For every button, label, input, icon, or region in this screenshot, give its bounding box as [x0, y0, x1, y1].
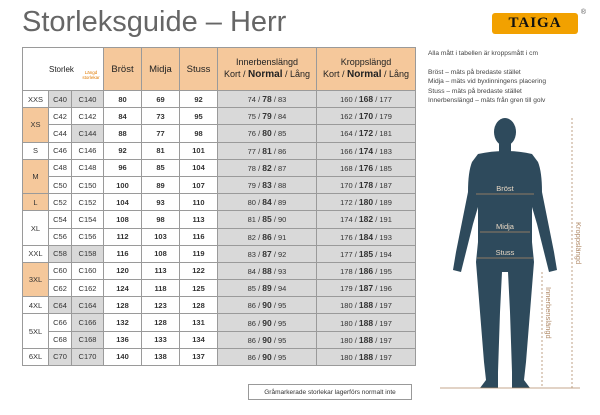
- table-row: [23, 176, 416, 193]
- kroppslangd-cell: 172 / 180 / 189: [317, 194, 416, 211]
- stuss-cell: 122: [180, 262, 218, 279]
- brost-header: Bröst: [104, 48, 142, 91]
- lang-size-cell: C158: [72, 245, 104, 262]
- table-row: [23, 331, 416, 348]
- lang-size-cell: C144: [72, 125, 104, 142]
- stuss-cell: 128: [180, 297, 218, 314]
- notes-intro: Alla mått i tabellen är kroppsmått i cm: [428, 50, 538, 57]
- stuss-cell: 107: [180, 176, 218, 193]
- brost-cell: 92: [104, 142, 142, 159]
- table-row: [23, 91, 416, 108]
- midja-cell: 93: [142, 194, 180, 211]
- lang-size-cell: C146: [72, 142, 104, 159]
- size-table: [22, 47, 416, 366]
- kort-size-cell: C56: [49, 228, 72, 245]
- brost-cell: 140: [104, 348, 142, 365]
- table-row: [23, 228, 416, 245]
- midja-cell: 138: [142, 348, 180, 365]
- midja-cell: 98: [142, 211, 180, 228]
- size-cell: XL: [23, 211, 49, 245]
- kroppslangd-cell: 174 / 182 / 191: [317, 211, 416, 228]
- lang-size-cell: C162: [72, 280, 104, 297]
- logo-text: TAIGA: [508, 15, 562, 31]
- brost-cell: 132: [104, 314, 142, 331]
- stuss-cell: 101: [180, 142, 218, 159]
- lang-size-cell: C168: [72, 331, 104, 348]
- kort-size-cell: C64: [49, 297, 72, 314]
- brost-cell: 84: [104, 108, 142, 125]
- stuss-cell: 104: [180, 159, 218, 176]
- innerbenslangd-cell: 82 / 86 / 91: [218, 228, 317, 245]
- stuss-cell: 137: [180, 348, 218, 365]
- innerbenslangd-cell: 80 / 84 / 89: [218, 194, 317, 211]
- brost-cell: 116: [104, 245, 142, 262]
- kroppslangd-cell: 178 / 186 / 195: [317, 262, 416, 279]
- kort-size-cell: C70: [49, 348, 72, 365]
- size-table-body: [23, 91, 416, 366]
- lang-size-cell: C140: [72, 91, 104, 108]
- kroppslangd-cell: 179 / 187 / 196: [317, 280, 416, 297]
- measurement-notes: [428, 49, 546, 106]
- figure-kroppslangd-label: Kroppslängd: [574, 222, 583, 265]
- midja-cell: 73: [142, 108, 180, 125]
- innerbenslangd-cell: 84 / 88 / 93: [218, 262, 317, 279]
- size-cell: 4XL: [23, 297, 49, 314]
- stuss-cell: 110: [180, 194, 218, 211]
- lang-size-cell: C170: [72, 348, 104, 365]
- page-title: Storleksguide – Herr: [22, 6, 287, 38]
- midja-cell: 81: [142, 142, 180, 159]
- innerbenslangd-cell: 86 / 90 / 95: [218, 331, 317, 348]
- size-cell: 5XL: [23, 314, 49, 348]
- kort-size-cell: C62: [49, 280, 72, 297]
- body-figure: [420, 112, 590, 402]
- kort-size-cell: C50: [49, 176, 72, 193]
- brost-cell: 100: [104, 176, 142, 193]
- size-cell: 3XL: [23, 262, 49, 296]
- table-row: [23, 280, 416, 297]
- kort-size-cell: C54: [49, 211, 72, 228]
- kroppslangd-cell: 180 / 188 / 197: [317, 348, 416, 365]
- midja-cell: 123: [142, 297, 180, 314]
- midja-header: Midja: [142, 48, 180, 91]
- brost-cell: 80: [104, 91, 142, 108]
- footnote: Gråmarkerade storlekar lagerförs normalt inte: [248, 384, 412, 400]
- stuss-cell: 134: [180, 331, 218, 348]
- midja-cell: 128: [142, 314, 180, 331]
- lang-size-cell: C150: [72, 176, 104, 193]
- innerbenslangd-cell: 78 / 82 / 87: [218, 159, 317, 176]
- innerbenslangd-header: Innerbenslängd Kort / Normal / Lång: [218, 48, 317, 91]
- brost-cell: 96: [104, 159, 142, 176]
- brost-cell: 124: [104, 280, 142, 297]
- kort-size-cell: C40: [49, 91, 72, 108]
- note-innerben: Innerbenslängd – mäts från gren till golv: [428, 97, 546, 105]
- kort-size-cell: C66: [49, 314, 72, 331]
- table-row: [23, 108, 416, 125]
- midja-cell: 69: [142, 91, 180, 108]
- kroppslangd-cell: 180 / 188 / 197: [317, 314, 416, 331]
- innerbenslangd-cell: 83 / 87 / 92: [218, 245, 317, 262]
- storlek-subheader: Längd storlekar: [82, 70, 100, 80]
- lang-size-cell: C154: [72, 211, 104, 228]
- stuss-cell: 131: [180, 314, 218, 331]
- kort-size-cell: C60: [49, 262, 72, 279]
- size-cell: XXL: [23, 245, 49, 262]
- table-row: [23, 125, 416, 142]
- kroppslangd-cell: 168 / 176 / 185: [317, 159, 416, 176]
- size-cell: XXS: [23, 91, 49, 108]
- figure-brost-label: Bröst: [496, 184, 514, 193]
- table-row: [23, 159, 416, 176]
- stuss-cell: 125: [180, 280, 218, 297]
- brost-cell: 112: [104, 228, 142, 245]
- table-row: [23, 314, 416, 331]
- size-cell: S: [23, 142, 49, 159]
- stuss-cell: 92: [180, 91, 218, 108]
- kroppslangd-cell: 177 / 185 / 194: [317, 245, 416, 262]
- storlek-header: Storlek Längd storlekar: [23, 48, 104, 91]
- innerbenslangd-cell: 75 / 79 / 84: [218, 108, 317, 125]
- figure-stuss-label: Stuss: [495, 248, 515, 257]
- kort-size-cell: C48: [49, 159, 72, 176]
- table-row: [23, 348, 416, 365]
- brost-cell: 88: [104, 125, 142, 142]
- innerbenslangd-cell: 74 / 78 / 83: [218, 91, 317, 108]
- kroppslangd-cell: 160 / 168 / 177: [317, 91, 416, 108]
- kort-size-cell: C68: [49, 331, 72, 348]
- midja-cell: 108: [142, 245, 180, 262]
- stuss-cell: 98: [180, 125, 218, 142]
- kroppslangd-header: Kroppslängd Kort / Normal / Lång: [317, 48, 416, 91]
- lang-size-cell: C148: [72, 159, 104, 176]
- innerbenslangd-cell: 81 / 85 / 90: [218, 211, 317, 228]
- kort-size-cell: C44: [49, 125, 72, 142]
- brost-cell: 108: [104, 211, 142, 228]
- midja-cell: 103: [142, 228, 180, 245]
- innerbenslangd-cell: 86 / 90 / 95: [218, 297, 317, 314]
- stuss-header: Stuss: [180, 48, 218, 91]
- innerbenslangd-cell: 77 / 81 / 86: [218, 142, 317, 159]
- kroppslangd-cell: 180 / 188 / 197: [317, 331, 416, 348]
- table-row: [23, 245, 416, 262]
- size-cell: 6XL: [23, 348, 49, 365]
- stuss-cell: 119: [180, 245, 218, 262]
- brost-cell: 136: [104, 331, 142, 348]
- brost-cell: 128: [104, 297, 142, 314]
- innerbenslangd-cell: 76 / 80 / 85: [218, 125, 317, 142]
- kort-size-cell: C52: [49, 194, 72, 211]
- midja-cell: 133: [142, 331, 180, 348]
- table-row: [23, 262, 416, 279]
- figure-innerbenslangd-label: Innerbenslängd: [544, 287, 553, 339]
- lang-size-cell: C156: [72, 228, 104, 245]
- kroppslangd-cell: 170 / 178 / 187: [317, 176, 416, 193]
- table-row: [23, 194, 416, 211]
- kort-size-cell: C58: [49, 245, 72, 262]
- kroppslangd-cell: 176 / 184 / 193: [317, 228, 416, 245]
- innerbenslangd-cell: 86 / 90 / 95: [218, 348, 317, 365]
- stuss-cell: 95: [180, 108, 218, 125]
- innerbenslangd-cell: 85 / 89 / 94: [218, 280, 317, 297]
- table-row: [23, 142, 416, 159]
- note-midja: Midja – mäts vid byxlinningens placering: [428, 78, 547, 86]
- kort-size-cell: C42: [49, 108, 72, 125]
- kroppslangd-cell: 166 / 174 / 183: [317, 142, 416, 159]
- kroppslangd-cell: 162 / 170 / 179: [317, 108, 416, 125]
- midja-cell: 85: [142, 159, 180, 176]
- table-row: [23, 297, 416, 314]
- kort-size-cell: C46: [49, 142, 72, 159]
- kroppslangd-cell: 164 / 172 / 181: [317, 125, 416, 142]
- lang-size-cell: C142: [72, 108, 104, 125]
- kroppslangd-cell: 180 / 188 / 197: [317, 297, 416, 314]
- figure-midja-label: Midja: [496, 222, 514, 231]
- lang-size-cell: C164: [72, 297, 104, 314]
- brost-cell: 104: [104, 194, 142, 211]
- note-brost: Bröst – mäts på bredaste stället: [428, 68, 521, 76]
- midja-cell: 118: [142, 280, 180, 297]
- lang-size-cell: C166: [72, 314, 104, 331]
- midja-cell: 113: [142, 262, 180, 279]
- lang-size-cell: C160: [72, 262, 104, 279]
- innerbenslangd-cell: 79 / 83 / 88: [218, 176, 317, 193]
- size-cell: XS: [23, 108, 49, 142]
- taiga-logo: [492, 9, 586, 34]
- size-cell: L: [23, 194, 49, 211]
- brost-cell: 120: [104, 262, 142, 279]
- note-stuss: Stuss – mäts på bredaste stället: [428, 87, 522, 95]
- registered-mark: ®: [580, 9, 586, 16]
- size-cell: M: [23, 159, 49, 193]
- stuss-cell: 113: [180, 211, 218, 228]
- innerbenslangd-cell: 86 / 90 / 95: [218, 314, 317, 331]
- table-row: [23, 211, 416, 228]
- midja-cell: 89: [142, 176, 180, 193]
- midja-cell: 77: [142, 125, 180, 142]
- stuss-cell: 116: [180, 228, 218, 245]
- lang-size-cell: C152: [72, 194, 104, 211]
